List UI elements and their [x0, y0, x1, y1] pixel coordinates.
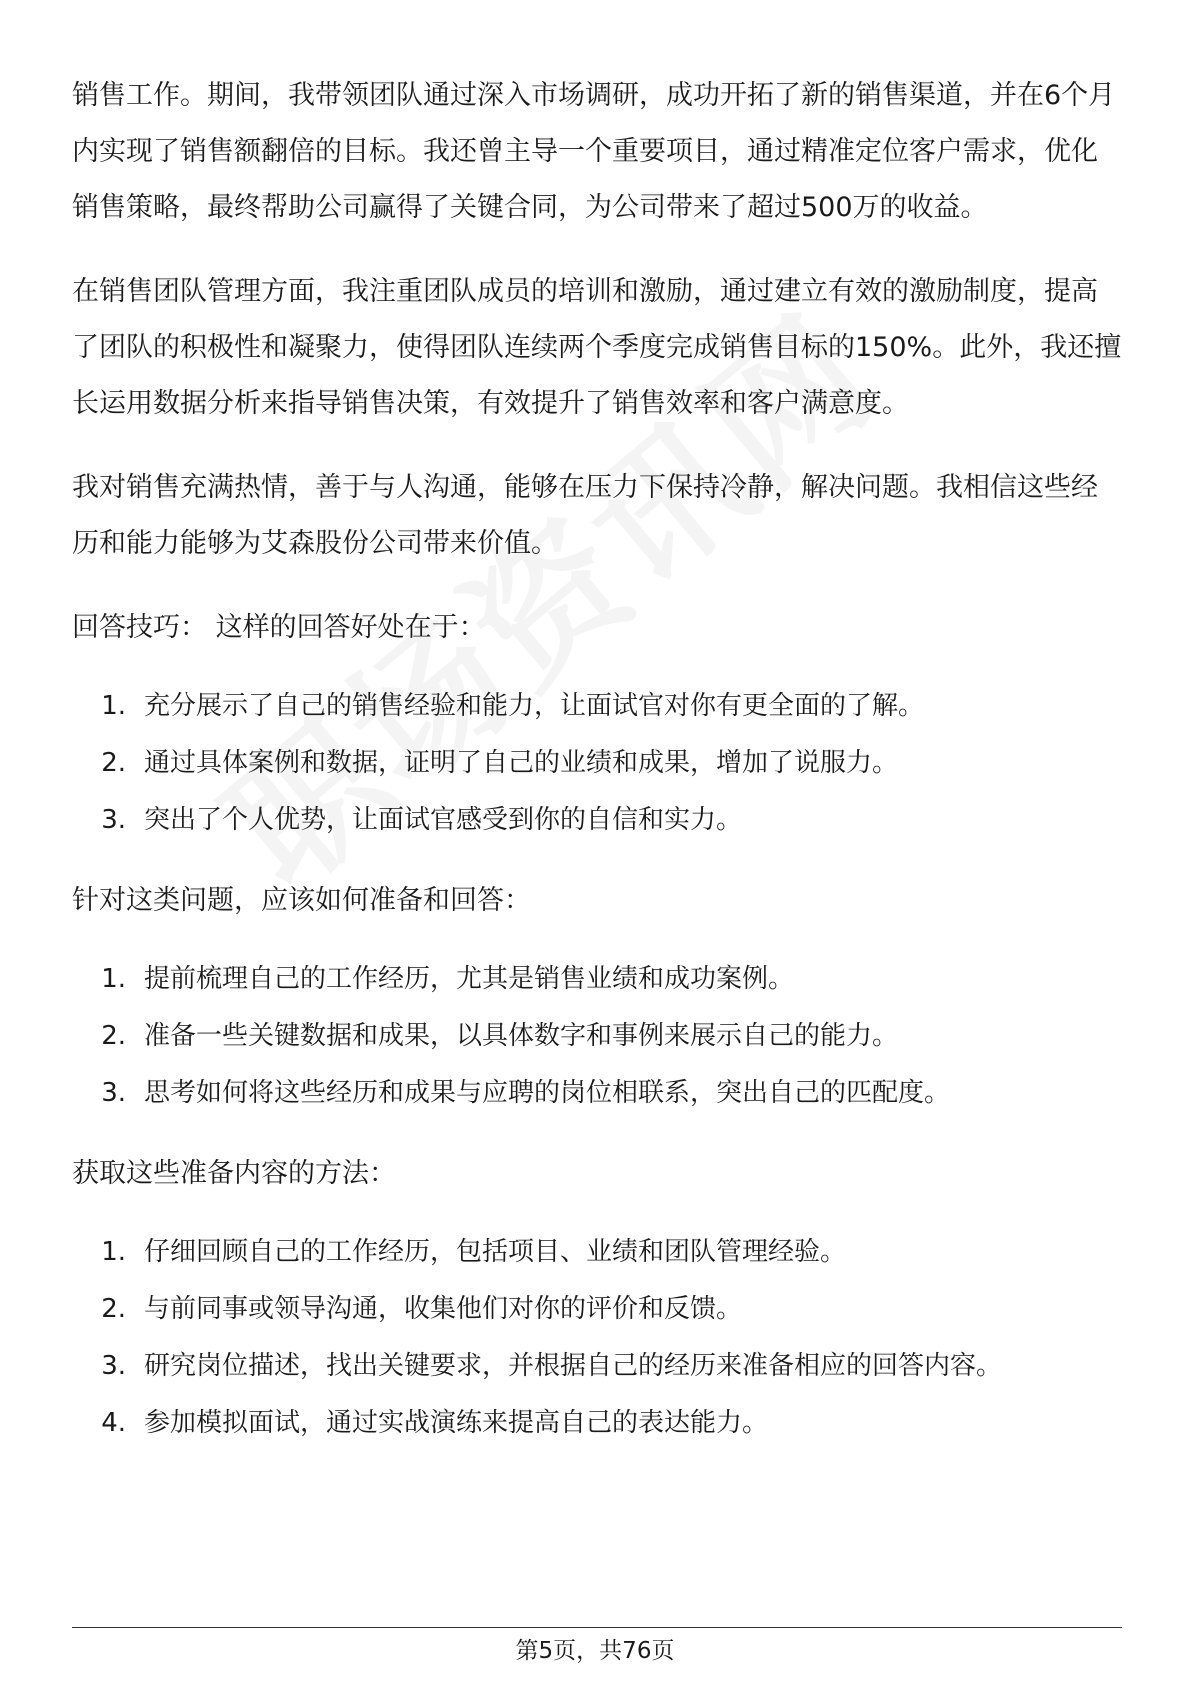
list-item — [72, 1338, 1122, 1395]
list-number: 3. — [101, 1351, 126, 1381]
paragraph-experience: 销售工作。期间，我带领团队通过深入市场调研，成功开拓了新的销售渠道，并在6个月内实现了销售额翻倍的目标。我还曾主导一个重要项目，通过精准定位客户需求，优化销售策略，最终帮助公司赢得了关键合同，为公司带来了超过500万的收益。 — [72, 80, 1116, 223]
prepare-heading: 针对这类问题，应该如何准备和回答： — [72, 885, 531, 916]
tips-list — [72, 678, 1122, 849]
list-item — [72, 1395, 1122, 1452]
list-number: 2. — [101, 1294, 126, 1324]
list-item-text: 研究岗位描述，找出关键要求，并根据自己的经历来准备相应的回答内容。 — [144, 1351, 1003, 1381]
list-item-text: 准备一些关键数据和成果，以具体数字和事例来展示自己的能力。 — [144, 1021, 899, 1051]
list-item-text: 与前同事或领导沟通，收集他们对你的评价和反馈。 — [144, 1294, 743, 1324]
list-item — [72, 1281, 1122, 1338]
paragraph-team-management: 在销售团队管理方面，我注重团队成员的培训和激励，通过建立有效的激励制度，提高了团队的积极性和凝聚力，使得团队连续两个季度完成销售目标的150%。此外，我还擅长运用数据分析来指导销售决策，有效提升了销售效率和客户满意度。 — [72, 276, 1122, 419]
list-number: 3. — [101, 1078, 126, 1108]
tips-heading: 回答技巧： 这样的回答好处在于： — [72, 612, 486, 643]
methods-list — [72, 1224, 1122, 1452]
list-item-text: 提前梳理自己的工作经历，尤其是销售业绩和成功案例。 — [144, 964, 795, 994]
list-number: 1. — [101, 691, 126, 721]
list-number: 2. — [101, 748, 126, 778]
paragraph-passion: 我对销售充满热情，善于与人沟通，能够在压力下保持冷静，解决问题。我相信这些经历和能力能够为艾森股份公司带来价值。 — [72, 472, 1098, 559]
footer-divider — [72, 1627, 1122, 1628]
list-item — [72, 951, 1122, 1008]
list-item — [72, 1008, 1122, 1065]
list-number: 1. — [101, 1237, 126, 1267]
list-item-text: 充分展示了自己的销售经验和能力，让面试官对你有更全面的了解。 — [144, 691, 925, 721]
list-item — [72, 735, 1122, 792]
list-item-text: 仔细回顾自己的工作经历，包括项目、业绩和团队管理经验。 — [144, 1237, 847, 1267]
methods-heading: 获取这些准备内容的方法： — [72, 1158, 396, 1189]
list-number: 1. — [101, 964, 126, 994]
document-body — [72, 68, 1122, 1476]
list-item-text: 思考如何将这些经历和成果与应聘的岗位相联系，突出自己的匹配度。 — [144, 1078, 951, 1108]
list-number: 4. — [101, 1408, 126, 1438]
list-item-text: 通过具体案例和数据，证明了自己的业绩和成果，增加了说服力。 — [144, 748, 899, 778]
list-item — [72, 792, 1122, 849]
list-item-text: 参加模拟面试，通过实战演练来提高自己的表达能力。 — [144, 1408, 769, 1438]
list-item — [72, 1224, 1122, 1281]
prepare-list — [72, 951, 1122, 1122]
list-number: 3. — [101, 805, 126, 835]
page-number: 第5页，共76页 — [515, 1638, 675, 1664]
list-item — [72, 1065, 1122, 1122]
list-number: 2. — [101, 1021, 126, 1051]
list-item-text: 突出了个人优势，让面试官感受到你的自信和实力。 — [144, 805, 743, 835]
list-item — [72, 678, 1122, 735]
